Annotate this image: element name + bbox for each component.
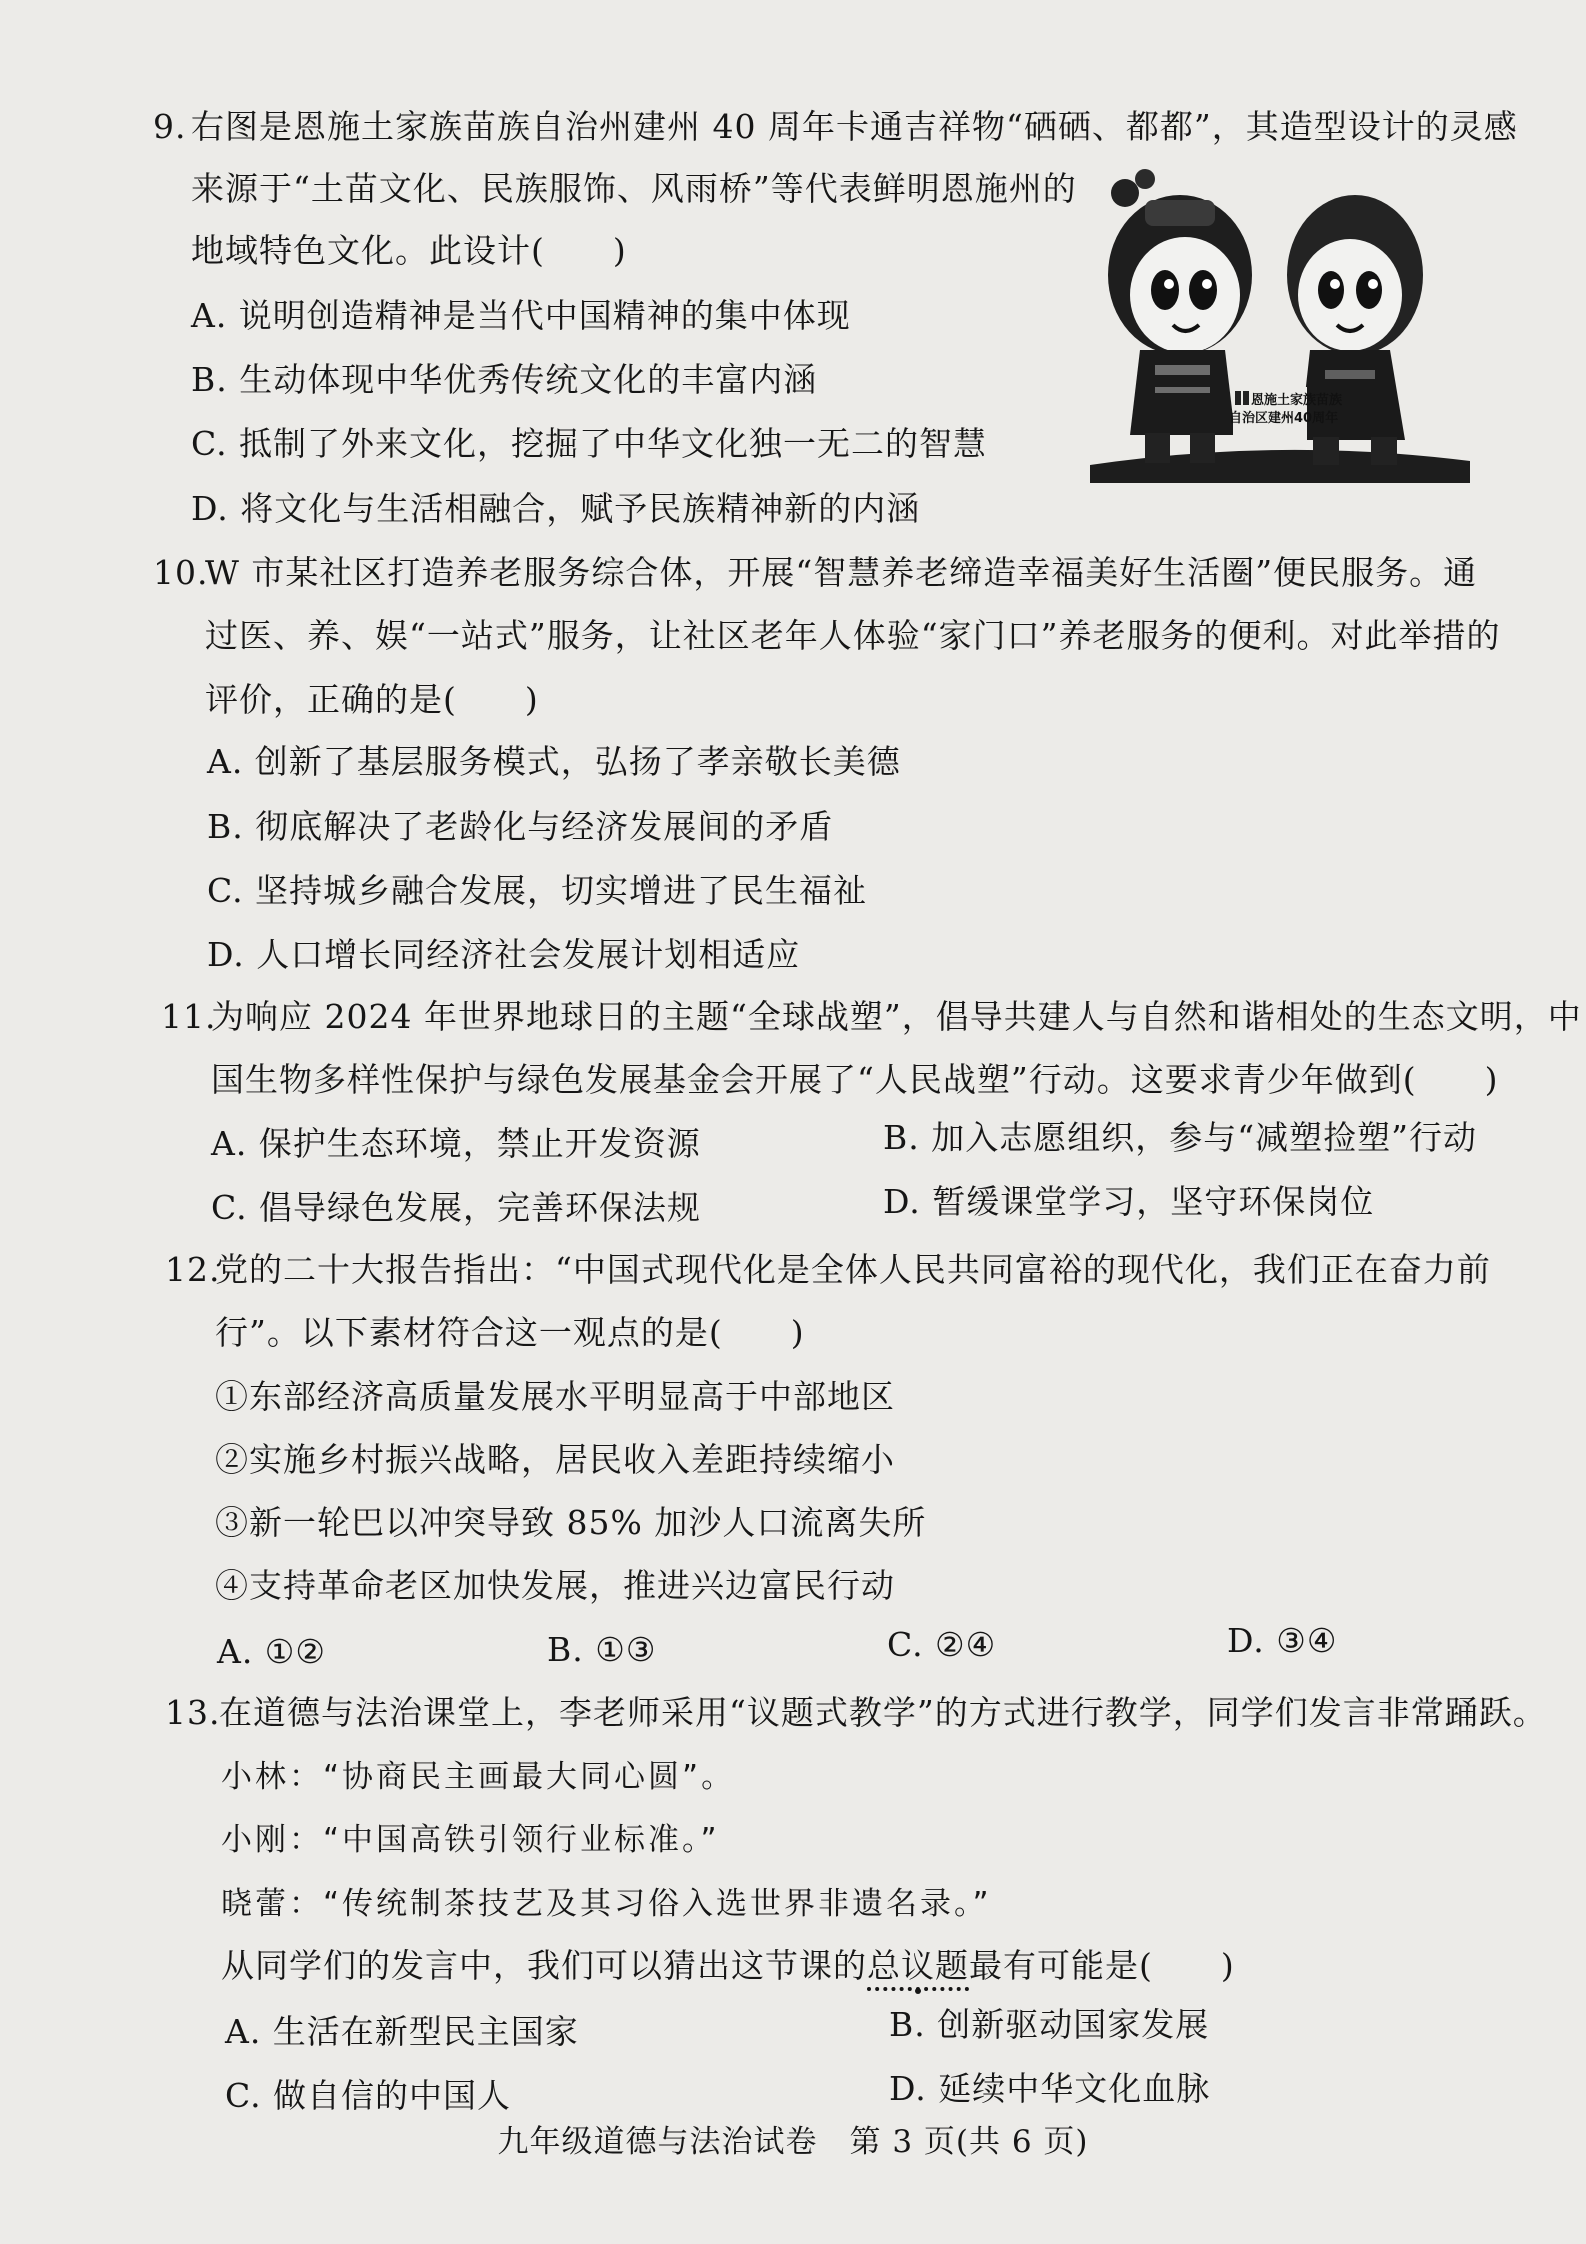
q9-option-b: B. 生动体现中华优秀传统文化的丰富内涵 bbox=[191, 360, 818, 399]
q13-stem-line-1: 在道德与法治课堂上，李老师采用“议题式教学”的方式进行教学，同学们发言非常踊跃。 bbox=[219, 1693, 1547, 1732]
q12-item-2: ②实施乡村振兴战略，居民收入差距持续缩小 bbox=[215, 1440, 895, 1479]
mascot-icon bbox=[1085, 165, 1475, 483]
q13-option-b: B. 创新驱动国家发展 bbox=[889, 2005, 1210, 2044]
q11-option-c: C. 倡导绿色发展，完善环保法规 bbox=[211, 1188, 702, 1227]
q10-option-a: A. 创新了基层服务模式，弘扬了孝亲敬长美德 bbox=[207, 742, 901, 781]
mascot-caption-line-2: 自治区建州40周年 bbox=[1229, 411, 1339, 426]
q13-option-c: C. 做自信的中国人 bbox=[225, 2076, 512, 2115]
q12-stem-line-1: 党的二十大报告指出：“中国式现代化是全体人民共同富裕的现代化，我们正在奋力前 bbox=[215, 1250, 1491, 1289]
q12-item-1: ①东部经济高质量发展水平明显高于中部地区 bbox=[215, 1377, 895, 1416]
q11-option-a: A. 保护生态环境，禁止开发资源 bbox=[211, 1124, 701, 1163]
q13-question-suffix: 最有可能是( ) bbox=[969, 1946, 1235, 1985]
q13-quote-xiaolin: 小林：“协商民主画最大同心圆”。 bbox=[221, 1759, 736, 1795]
q9-stem-line-2: 来源于“土苗文化、民族服饰、风雨桥”等代表鲜明恩施州的 bbox=[191, 169, 1077, 208]
q10-option-b: B. 彻底解决了老龄化与经济发展间的矛盾 bbox=[207, 807, 834, 846]
q11-stem-line-2: 国生物多样性保护与绿色发展基金会开展了“人民战塑”行动。这要求青少年做到( ) bbox=[211, 1060, 1499, 1099]
q13-question-emphasis: 总议题 bbox=[867, 1946, 969, 1985]
q10-option-c: C. 坚持城乡融合发展，切实增进了民生福祉 bbox=[207, 871, 868, 910]
q13-quote-xiaogang: 小刚：“中国高铁引领行业标准。” bbox=[221, 1822, 720, 1858]
q10-stem-line-2: 过医、养、娱“一站式”服务，让社区老年人体验“家门口”养老服务的便利。对此举措的 bbox=[205, 616, 1501, 655]
q9-stem-line-3: 地域特色文化。此设计( ) bbox=[191, 231, 627, 270]
q10-stem-line-1: W 市某社区打造养老服务综合体，开展“智慧养老缔造幸福美好生活圈”便民服务。通 bbox=[205, 553, 1478, 592]
q10-stem-line-3: 评价，正确的是( ) bbox=[205, 680, 539, 719]
q13-question-line bbox=[221, 1946, 1235, 1986]
q13-option-d: D. 延续中华文化血脉 bbox=[889, 2069, 1211, 2108]
q9-number: 9. bbox=[153, 107, 187, 146]
q12-number: 12. bbox=[165, 1250, 221, 1289]
q11-option-b: B. 加入志愿组织，参与“减塑捡塑”行动 bbox=[883, 1118, 1477, 1157]
q12-option-c: C. ②④ bbox=[887, 1625, 997, 1664]
q13-number: 13. bbox=[165, 1693, 221, 1732]
q12-item-4: ④支持革命老区加快发展，推进兴边富民行动 bbox=[215, 1566, 895, 1605]
q9-option-c: C. 抵制了外来文化，挖掘了中华文化独一无二的智慧 bbox=[191, 424, 988, 463]
q12-item-3: ③新一轮巴以冲突导致 85% 加沙人口流离失所 bbox=[215, 1503, 927, 1542]
q13-quote-xiaolei: 晓蕾：“传统制茶技艺及其习俗入选世界非遗名录。” bbox=[221, 1886, 992, 1922]
mascot-caption-line-1: 恩施土家族苗族 bbox=[1251, 393, 1343, 408]
q9-option-a: A. 说明创造精神是当代中国精神的集中体现 bbox=[191, 296, 851, 335]
q12-option-b: B. ①③ bbox=[547, 1630, 657, 1669]
page-footer: 九年级道德与法治试卷 第 3 页(共 6 页) bbox=[497, 2124, 1089, 2160]
q11-number: 11. bbox=[161, 997, 217, 1036]
q10-option-d: D. 人口增长同经济社会发展计划相适应 bbox=[207, 935, 801, 974]
q12-option-a: A. ①② bbox=[217, 1632, 326, 1671]
q11-option-d: D. 暂缓课堂学习，坚守环保岗位 bbox=[883, 1182, 1375, 1221]
q11-stem-line-1: 为响应 2024 年世界地球日的主题“全球战塑”，倡导共建人与自然和谐相处的生态文明，中 bbox=[211, 997, 1582, 1036]
q13-question-prefix: 从同学们的发言中，我们可以猜出这节课的 bbox=[221, 1946, 867, 1985]
q12-stem-line-2: 行”。以下素材符合这一观点的是( ) bbox=[215, 1313, 805, 1352]
q9-option-d: D. 将文化与生活相融合，赋予民族精神新的内涵 bbox=[191, 489, 921, 528]
q9-stem-line-1: 右图是恩施土家族苗族自治州建州 40 周年卡通吉祥物“硒硒、都都”，其造型设计的灵感 bbox=[191, 107, 1518, 146]
q12-option-d: D. ③④ bbox=[1227, 1621, 1338, 1660]
q10-number: 10. bbox=[153, 553, 209, 592]
mascot-illustration bbox=[1085, 165, 1475, 483]
q13-option-a: A. 生活在新型民主国家 bbox=[225, 2012, 579, 2051]
